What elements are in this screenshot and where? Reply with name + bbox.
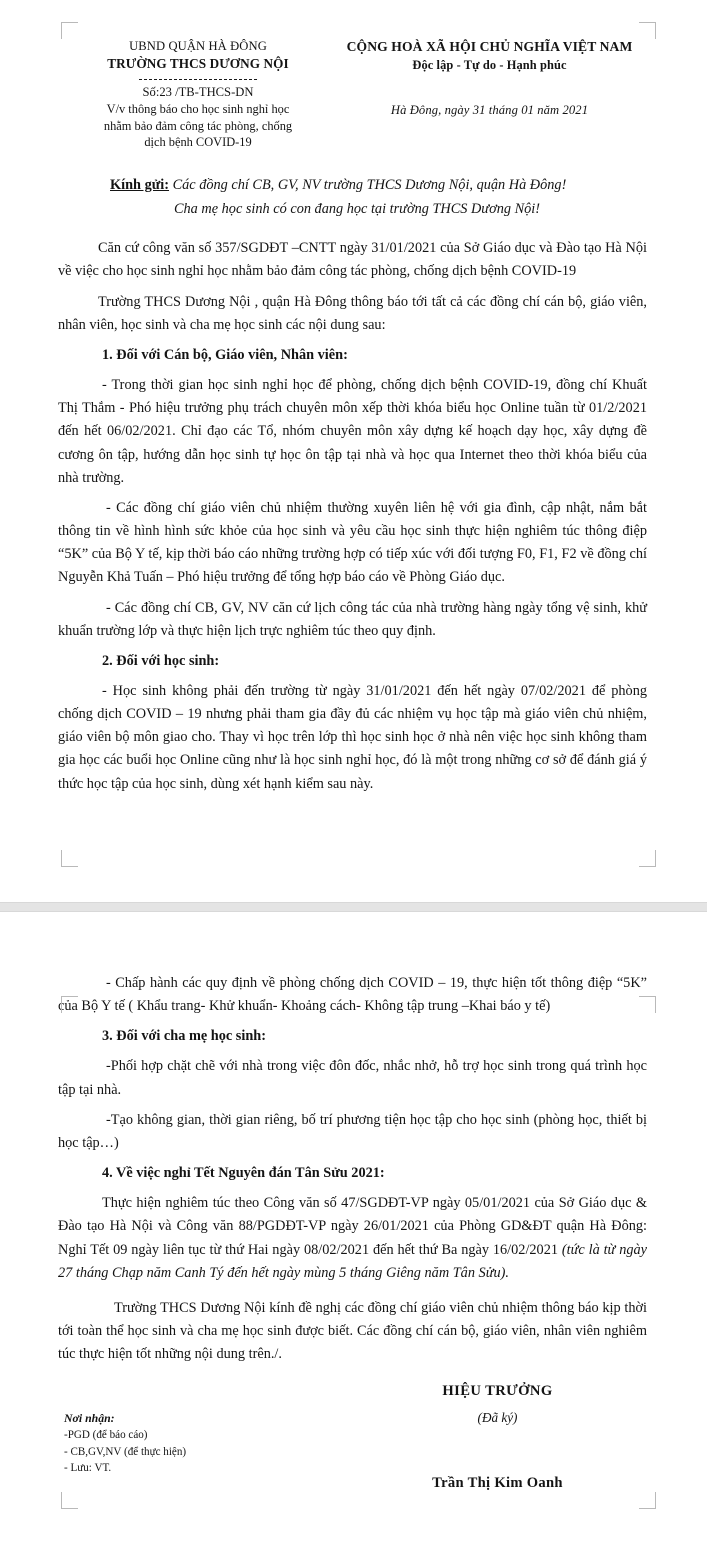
paragraph-section-4-1-text: Thực hiện nghiêm túc theo Công văn số 47/SGDĐT-VP ngày 05/01/2021 của Sở Giáo dục & Đào tạo Hà Nội và Công văn 88/PGDĐT-VP ngày 26/01/2021 của Phòng GD&ĐT quận Hà Đông: Nghỉ Tết 09 ngày liên tục từ thứ Hai ngày 08/02/2021 đến hết thứ Ba ngày 16/02/2021: [58, 1195, 647, 1258]
signatory-block: [364, 1380, 641, 1496]
paragraph-section-3-1: -Phối hợp chặt chẽ với nhà trong việc đôn đốc, nhắc nhở, hỗ trợ học sinh trong quá trình học tập tại nhà.: [58, 1058, 647, 1098]
document-subject-line-1: V/v thông báo cho học sinh nghỉ học: [106, 101, 290, 116]
document-number: Số:23 /TB-THCS-DN: [142, 85, 254, 100]
signature-status-note: (Đã ký): [477, 1409, 518, 1425]
document-body-page-1: [52, 173, 655, 796]
salutation-label: Kính gửi:: [110, 176, 170, 193]
document-header: [52, 0, 655, 151]
signatory-name: Trần Thị Kim Oanh: [432, 1475, 563, 1492]
paragraph-intro-2: Trường THCS Dương Nội , quận Hà Đông thông báo tới tất cả các đồng chí cán bộ, giáo viên, nhân viên, học sinh và cha mẹ học sinh các nội dung sau:: [58, 293, 647, 333]
national-motto: Độc lập - Tự do - Hạnh phúc: [412, 57, 567, 72]
place-and-date: Hà Đông, ngày 31 tháng 01 năm 2021: [390, 103, 589, 118]
document-subject-line-2: nhằm bảo đảm công tác phòng, chống: [103, 118, 293, 133]
recipient-item: -PGD (để báo cáo): [64, 1429, 148, 1442]
authority-name: UBND QUẬN HÀ ĐÔNG: [129, 39, 267, 53]
salutation-block: [58, 173, 647, 222]
signatory-title: HIỆU TRƯỞNG: [442, 1383, 553, 1400]
heading-section-2: 2. Đối với học sinh:: [102, 652, 220, 669]
paragraph-section-2-2: - Chấp hành các quy định về phòng chống dịch COVID – 19, thực hiện tốt thông điệp “5K” của Bộ Y tế ( Khẩu trang- Khử khuẩn- Khoảng cách- Không tập trung –Khai báo y tế): [58, 975, 647, 1015]
header-issuing-authority-block: [52, 38, 320, 151]
recipient-item: - CB,GV,NV (để thực hiện): [64, 1445, 187, 1458]
document-body-page-2: [52, 972, 655, 1496]
header-national-block: [320, 38, 655, 118]
paragraph-section-4-1: [58, 1192, 647, 1285]
crop-mark-bottom-left-icon: [61, 850, 78, 867]
paragraph-closing: Trường THCS Dương Nội kính đề nghị các đồng chí giáo viên chủ nhiệm thông báo kịp thời tới toàn thể học sinh và cha mẹ học sinh được biết. Các đồng chí cán bộ, giáo viên, nhân viên nghiêm túc thực hiện tốt những nội dung trên./.: [58, 1299, 647, 1363]
national-title: CỘNG HOÀ XÃ HỘI CHỦ NGHĨA VIỆT NAM: [346, 39, 633, 54]
salutation-line-2: Cha mẹ học sinh có con đang học tại trường THCS Dương Nội!: [174, 201, 541, 218]
page-break-separator: [0, 902, 707, 912]
paragraph-section-1-3: - Các đồng chí CB, GV, NV căn cứ lịch công tác của nhà trường hàng ngày tổng vệ sinh, khử khuẩn trường lớp và thực hiện lịch trực nghiêm túc theo quy định.: [58, 599, 647, 639]
recipients-block: [64, 1380, 364, 1496]
heading-section-1: 1. Đối với Cán bộ, Giáo viên, Nhân viên:: [102, 346, 348, 363]
paragraph-section-1-2: - Các đồng chí giáo viên chủ nhiệm thường xuyên liên hệ với gia đình, cập nhật, nắm bắt thông tin về hình hình sức khỏe của học sinh và yêu cầu học sinh thực hiện nghiêm túc thông điệp “5K” của Bộ Y tế, kịp thời báo cáo những trường hợp có tiếp xúc với đối tượng F0, F1, F2 về đồng chí Nguyễn Khả Tuấn – Phó hiệu trưởng để tổng hợp báo cáo về Phòng Giáo dục.: [58, 499, 647, 586]
paragraph-section-2-1: - Học sinh không phải đến trường từ ngày 31/01/2021 đến hết ngày 07/02/2021 để phòng chống dịch COVID – 19 nhưng phải tham gia đầy đủ các nhiệm vụ học tập mà giáo viên chủ nhiệm, giáo viên bộ môn giao cho. Thay vì học trên lớp thì học sinh học ở nhà nên việc học sinh không tham gia học các buổi học Online cũng như là học sinh nghỉ học, đó là một trong những cơ sở để đánh giá ý thức học tập của học sinh, dùng xét hạnh kiểm sau này.: [58, 682, 647, 792]
document-subject-line-3: dịch bệnh COVID-19: [144, 135, 252, 150]
salutation-line-1: Các đồng chí CB, GV, NV trường THCS Dương Nội, quận Hà Đông!: [169, 176, 567, 193]
recipients-title: Nơi nhận:: [64, 1411, 115, 1426]
header-divider: [139, 79, 257, 80]
paragraph-intro-1: Căn cứ công văn số 357/SGDĐT –CNTT ngày 31/01/2021 của Sở Giáo dục và Đào tạo Hà Nội về việc cho học sinh nghỉ học nhằm bảo đảm công tác phòng, chống dịch bệnh COVID-19: [58, 240, 647, 280]
heading-section-4: 4. Về việc nghỉ Tết Nguyên đán Tân Sửu 2021:: [102, 1165, 385, 1182]
heading-section-3: 3. Đối với cha mẹ học sinh:: [102, 1028, 266, 1045]
signature-section: [58, 1380, 647, 1496]
paragraph-section-4-1-lunar-note: (tức là từ ngày 27 tháng Chạp năm Canh Tý đến hết ngày mùng 5 tháng Giêng năm Tân Sửu).: [58, 1241, 647, 1281]
school-name: TRƯỜNG THCS DƯƠNG NỘI: [107, 55, 289, 71]
paragraph-section-3-2: -Tạo không gian, thời gian riêng, bố trí phương tiện học tập cho học sinh (phòng học, thiết bị học tập…): [58, 1111, 647, 1151]
recipient-item: - Lưu: VT.: [64, 1461, 112, 1474]
crop-mark-bottom-right-icon: [639, 850, 656, 867]
document-page-2: [0, 972, 707, 1560]
paragraph-section-1-1: - Trong thời gian học sinh nghỉ học để phòng, chống dịch bệnh COVID-19, đồng chí Khuất Thị Thắm - Phó hiệu trưởng phụ trách chuyên môn xếp thời khóa biểu học Online tuần từ 01/2/2021 đến hết 06/02/2021. Chỉ đạo các Tổ, nhóm chuyên môn xây dựng kế hoạch dạy học, xây dựng đề cương ôn tập, hướng dẫn học sinh tự học ôn tập tại nhà và học qua Internet theo thời khóa biểu của nhà trường.: [58, 377, 647, 486]
